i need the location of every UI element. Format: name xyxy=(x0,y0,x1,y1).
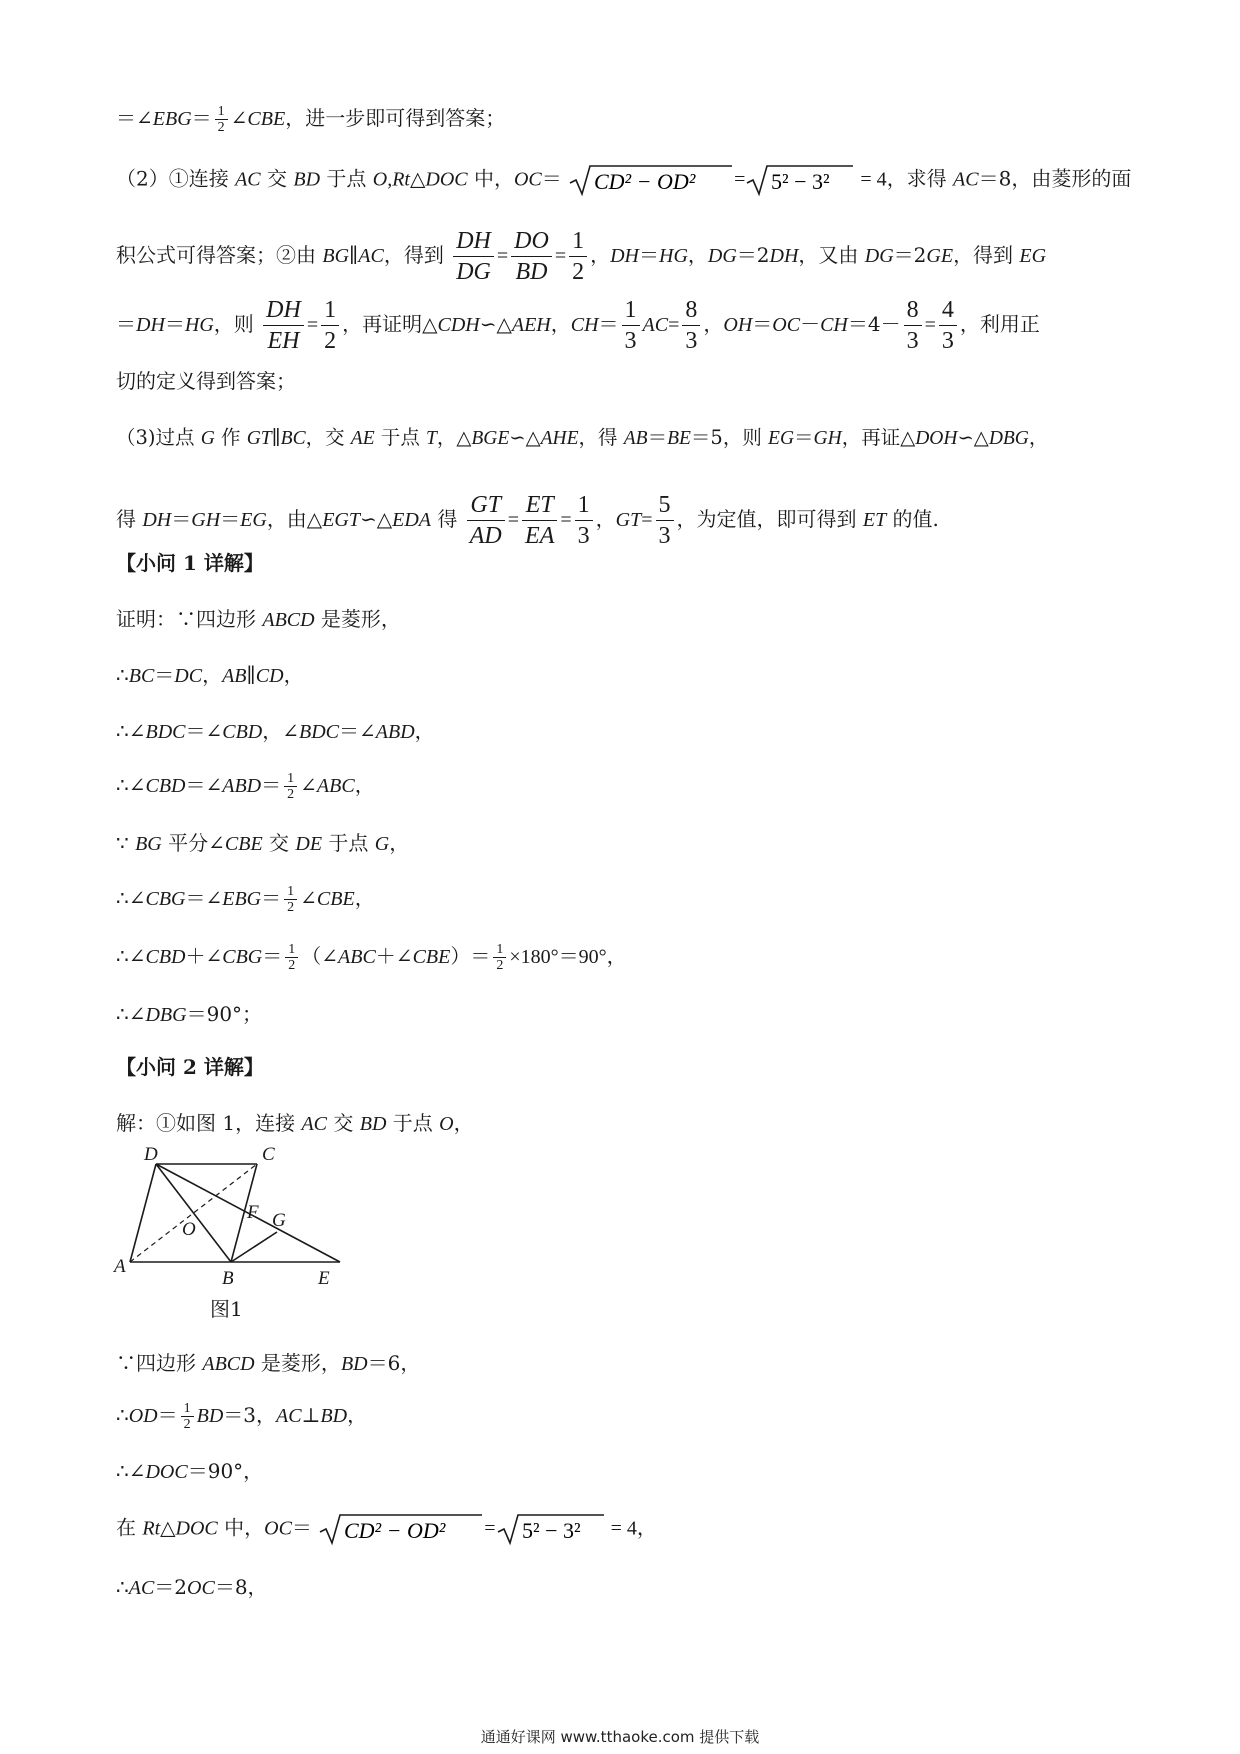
radicand: CD² − OD² xyxy=(594,169,696,194)
text-line: ＝DH＝HG，则 $\frac{DH}{EH}$ = $\frac{1}{2}$ ，再证明△CDH∽△AEH，CH＝ $\frac{1}{3}$ AC= $\frac{8}{3}$ ，OH＝OC－CH＝4－ $\frac{8}{3}$ = $\frac{4}{3}$ ，利用正 xyxy=(116,297,1040,354)
label-F: F xyxy=(247,1202,259,1223)
text-line: ∵ BG 平分∠CBE 交 DE 于点 G， xyxy=(116,831,410,855)
text-line: ∴∠DOC＝90°， xyxy=(116,1459,264,1483)
fraction: $\frac{DH}{DG}$ xyxy=(453,226,494,287)
label-D: D xyxy=(144,1144,158,1165)
text-line: ∴∠CBD＝∠ABD＝ $\frac{1}{2}$ ∠ABC， xyxy=(116,771,375,802)
fraction: $\frac{1}{2}$ xyxy=(569,226,587,287)
text-line: 证明：∵四边形 ABCD 是菱形， xyxy=(116,607,401,631)
label-B: B xyxy=(222,1268,234,1289)
fraction: $\frac{1}{2}$ xyxy=(493,942,506,973)
text-line: ∴∠DBG＝90°； xyxy=(116,1002,263,1026)
fraction: $\frac{5}{3}$ xyxy=(656,490,674,551)
fraction: $\frac{1}{2}$ xyxy=(285,942,298,973)
label-A: A xyxy=(114,1256,126,1277)
fraction: $\frac{8}{3}$ xyxy=(682,295,700,356)
fraction: $\frac{1}{2}$ xyxy=(215,104,228,135)
fraction: $\frac{4}{3}$ xyxy=(939,295,957,356)
radicand: CD² − OD² xyxy=(344,1518,446,1543)
fraction: $\frac{8}{3}$ xyxy=(904,295,922,356)
text-line: ∴∠BDC＝∠CBD，∠BDC＝∠ABD， xyxy=(116,719,435,743)
label-G: G xyxy=(272,1210,286,1231)
page-footer: 通通好课网 www.tthaoke.com 提供下载 xyxy=(480,1728,760,1746)
line-AD xyxy=(130,1164,156,1262)
fraction: $\frac{DH}{EH}$ xyxy=(263,295,304,356)
radicand: 5² − 3² xyxy=(771,169,831,194)
text-line: 解：①如图 1，连接 AC 交 BD 于点 O， xyxy=(116,1111,474,1135)
label-O: O xyxy=(182,1219,196,1240)
text-line: ∵四边形 ABCD 是菱形，BD＝6， xyxy=(116,1351,421,1375)
radicand: 5² − 3² xyxy=(521,1518,581,1543)
square-root xyxy=(745,163,855,197)
fraction: $\frac{DO}{BD}$ xyxy=(511,226,552,287)
fraction: $\frac{ET}{EA}$ xyxy=(522,490,557,551)
fraction: $\frac{1}{2}$ xyxy=(284,771,297,802)
text-line: ∴OD＝ $\frac{1}{2}$ BD＝3，AC⊥BD， xyxy=(116,1401,368,1432)
label-E: E xyxy=(318,1268,330,1289)
figure-caption: 图1 xyxy=(210,1297,243,1321)
label-C: C xyxy=(262,1144,275,1165)
fraction: $\frac{GT}{AD}$ xyxy=(467,490,505,551)
text-line: 在 Rt△DOC 中，OC＝ CD² − OD² = 5² − 3² = 4， xyxy=(116,1512,657,1546)
text-line: 切的定义得到答案； xyxy=(116,369,296,393)
fraction: $\frac{1}{2}$ xyxy=(321,295,339,356)
text-line: 得 DH＝GH＝EG，由△EGT∽△EDA 得 $\frac{GT}{AD}$ = $\frac{ET}{EA}$ = $\frac{1}{3}$ ，GT= $\frac{5}{3}$ ，为定值，即可得到 ET 的值. xyxy=(116,492,939,549)
fraction: $\frac{1}{3}$ xyxy=(575,490,593,551)
text-line: ∴∠CBG＝∠EBG＝ $\frac{1}{2}$ ∠CBE， xyxy=(116,884,375,915)
text-line: （2）①连接 AC 交 BD 于点 O,Rt△DOC 中，OC＝ CD² − OD² = 5² − 3² = 4，求得 AC＝8，由菱形的面 xyxy=(116,163,1131,197)
text-line: ∴∠CBD＋∠CBG＝ $\frac{1}{2}$ （∠ABC＋∠CBE）＝ $\frac{1}{2}$ ×180°＝90°， xyxy=(116,942,627,973)
square-root xyxy=(496,1512,606,1546)
text-line: 积公式可得答案；②由 BG∥AC，得到 $\frac{DH}{DG}$ = $\frac{DO}{BD}$ = $\frac{1}{2}$ ，DH＝HG，DG＝2DH，又由 DG＝2GE，得到 EG xyxy=(116,228,1047,285)
fraction: $\frac{1}{2}$ xyxy=(181,1401,194,1432)
fraction: $\frac{1}{2}$ xyxy=(284,884,297,915)
fraction: $\frac{1}{3}$ xyxy=(622,295,640,356)
line-DB xyxy=(156,1164,231,1262)
section-heading: 【小问 2 详解】 xyxy=(116,1055,264,1079)
text-line: （3)过点 G 作 GT∥BC，交 AE 于点 T，△BGE∽△AHE，得 AB＝BE＝5，则 EG＝GH，再证△DOH∽△DBG， xyxy=(116,426,1049,449)
square-root xyxy=(318,1512,484,1546)
text-line: ＝∠EBG＝ $\frac{1}{2}$ ∠CBE，进一步即可得到答案； xyxy=(116,104,506,135)
text-line: ∴BC＝DC，AB∥CD， xyxy=(116,663,304,687)
square-root xyxy=(568,163,734,197)
section-heading: 【小问 1 详解】 xyxy=(116,551,264,575)
text-line: ∴AC＝2OC＝8， xyxy=(116,1575,268,1599)
